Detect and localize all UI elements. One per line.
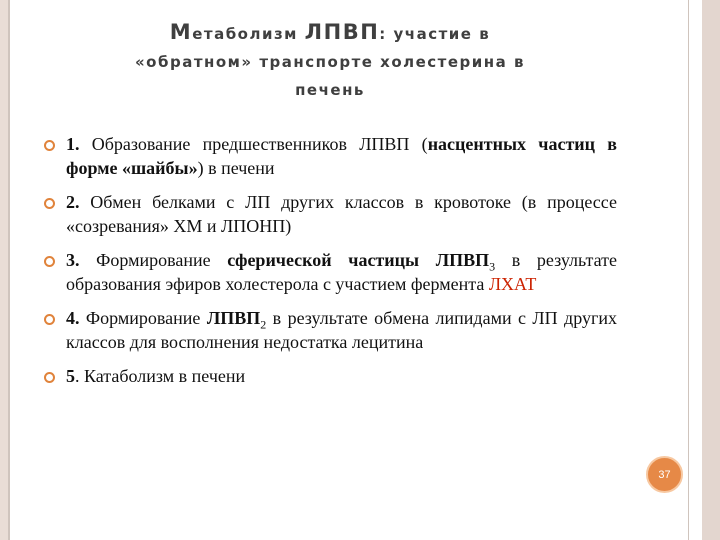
page-number-badge: 37	[646, 456, 683, 493]
list-item	[42, 248, 617, 296]
item-bold-text: насцентных частиц в форме «шайбы»	[66, 134, 617, 178]
slide-left-border	[8, 0, 10, 540]
title-text-b: ЛПВП	[304, 20, 380, 44]
item-text: в результате обмена липидами с ЛП других классов для восполнения недостатка лецитина	[66, 308, 617, 352]
item-bold-text: сферической частицы ЛПВП	[227, 250, 490, 270]
item-text: Обмен белками с ЛП других классов в кровотоке (в процессе «созревания» ХМ и ЛПОНП)	[66, 192, 617, 236]
title-text-c: : участие в	[379, 25, 491, 43]
page-edge	[702, 0, 720, 540]
item-number: 4.	[66, 308, 80, 328]
title-text-a: етаболизм	[192, 25, 305, 43]
item-bold-text: ЛПВП	[206, 308, 261, 328]
item-number: 3.	[66, 250, 80, 270]
bullet-icon	[44, 372, 55, 383]
bullet-list	[42, 132, 617, 398]
item-text: в результате образования эфиров холестерола с участием фермента	[66, 250, 617, 294]
list-item	[42, 190, 617, 238]
item-number: 5	[66, 366, 75, 386]
item-number: 2.	[66, 192, 80, 212]
item-text: . Катаболизм в печени	[75, 366, 246, 386]
title-line-1	[40, 18, 620, 48]
list-item	[42, 132, 617, 180]
title-line-3: печень	[295, 81, 365, 99]
item-subscript: 3	[489, 259, 496, 274]
item-subscript: 2	[260, 317, 267, 332]
list-item	[42, 364, 617, 388]
bullet-icon	[44, 314, 55, 325]
bullet-icon	[44, 256, 55, 267]
item-text: Формирование	[79, 250, 228, 270]
item-number: 1.	[66, 134, 80, 154]
item-text: Формирование	[79, 308, 207, 328]
bullet-icon	[44, 140, 55, 151]
enzyme-label: ЛХАТ	[488, 274, 537, 294]
slide-title	[40, 18, 620, 104]
title-line-2: «обратном» транспорте холестерина в	[134, 53, 525, 71]
list-item	[42, 306, 617, 354]
item-text: ) в печени	[197, 158, 275, 178]
item-text: Образование предшественников ЛПВП (	[79, 134, 428, 154]
title-initial: М	[169, 20, 193, 44]
slide-right-border	[688, 0, 689, 540]
bullet-icon	[44, 198, 55, 209]
